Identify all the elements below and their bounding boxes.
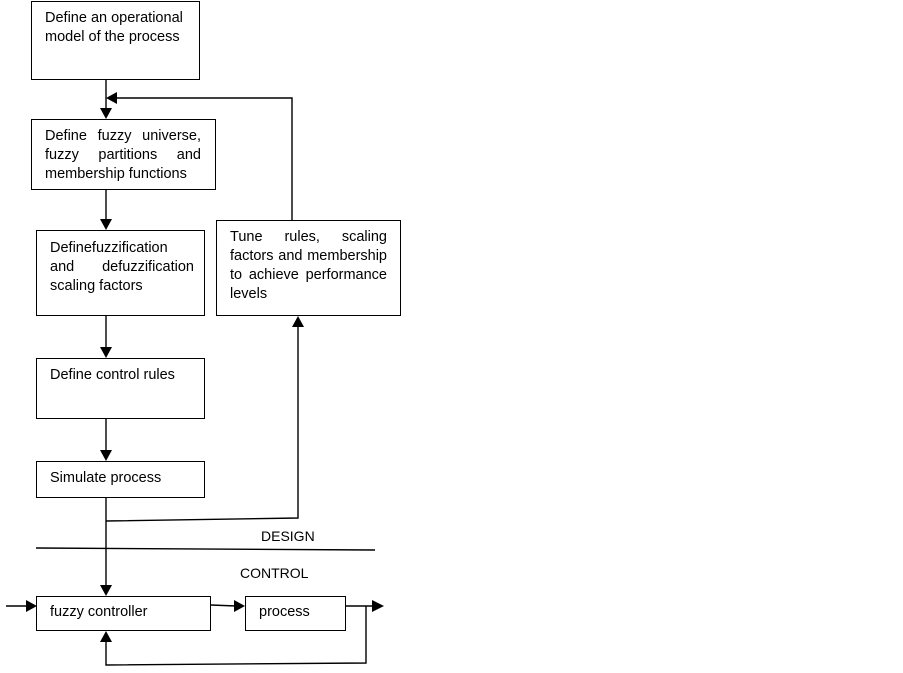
box-fuzzy-controller-text: fuzzy controller: [50, 604, 148, 620]
box-define-scaling-factors: [36, 230, 205, 316]
box-define-operational-model-text: Define an operational model of the process: [45, 10, 183, 45]
box-fuzzy-controller: [36, 596, 211, 631]
box-simulate-process-text: Simulate process: [50, 470, 162, 486]
box-define-control-rules-text: Define control rules: [50, 367, 175, 383]
box-tune-rules: [216, 220, 401, 316]
box-define-operational-model: [31, 1, 200, 80]
box-simulate-process: [36, 461, 205, 498]
label-control: CONTROL: [240, 565, 309, 581]
box-define-fuzzy-universe: [31, 119, 216, 190]
arrowhead-process: [234, 600, 245, 612]
box-process-text: process: [259, 604, 310, 620]
arrowhead-simulate: [100, 450, 112, 461]
arrowhead-controller-bottom: [100, 631, 112, 642]
arrowhead-output: [372, 600, 384, 612]
design-control-divider: [36, 548, 375, 550]
arrowhead-universe: [100, 108, 112, 119]
arrowhead-rules: [100, 347, 112, 358]
arrowhead-controller-top: [100, 585, 112, 596]
box-process: [245, 596, 346, 631]
box-define-scaling-factors-text: Definefuzzification and defuzzification scaling factors: [50, 240, 194, 294]
label-design: DESIGN: [261, 528, 315, 544]
arrowhead-feedback-top: [106, 92, 117, 104]
arrowhead-scaling: [100, 219, 112, 230]
arrowhead-tune: [292, 316, 304, 327]
arrow-controller-to-process: [211, 605, 236, 606]
box-define-fuzzy-universe-text: Define fuzzy universe, fuzzy partitions and membership functions: [45, 128, 201, 182]
box-define-control-rules: [36, 358, 205, 419]
box-tune-rules-text: Tune rules, scaling factors and membership to achieve performance levels: [230, 229, 387, 302]
